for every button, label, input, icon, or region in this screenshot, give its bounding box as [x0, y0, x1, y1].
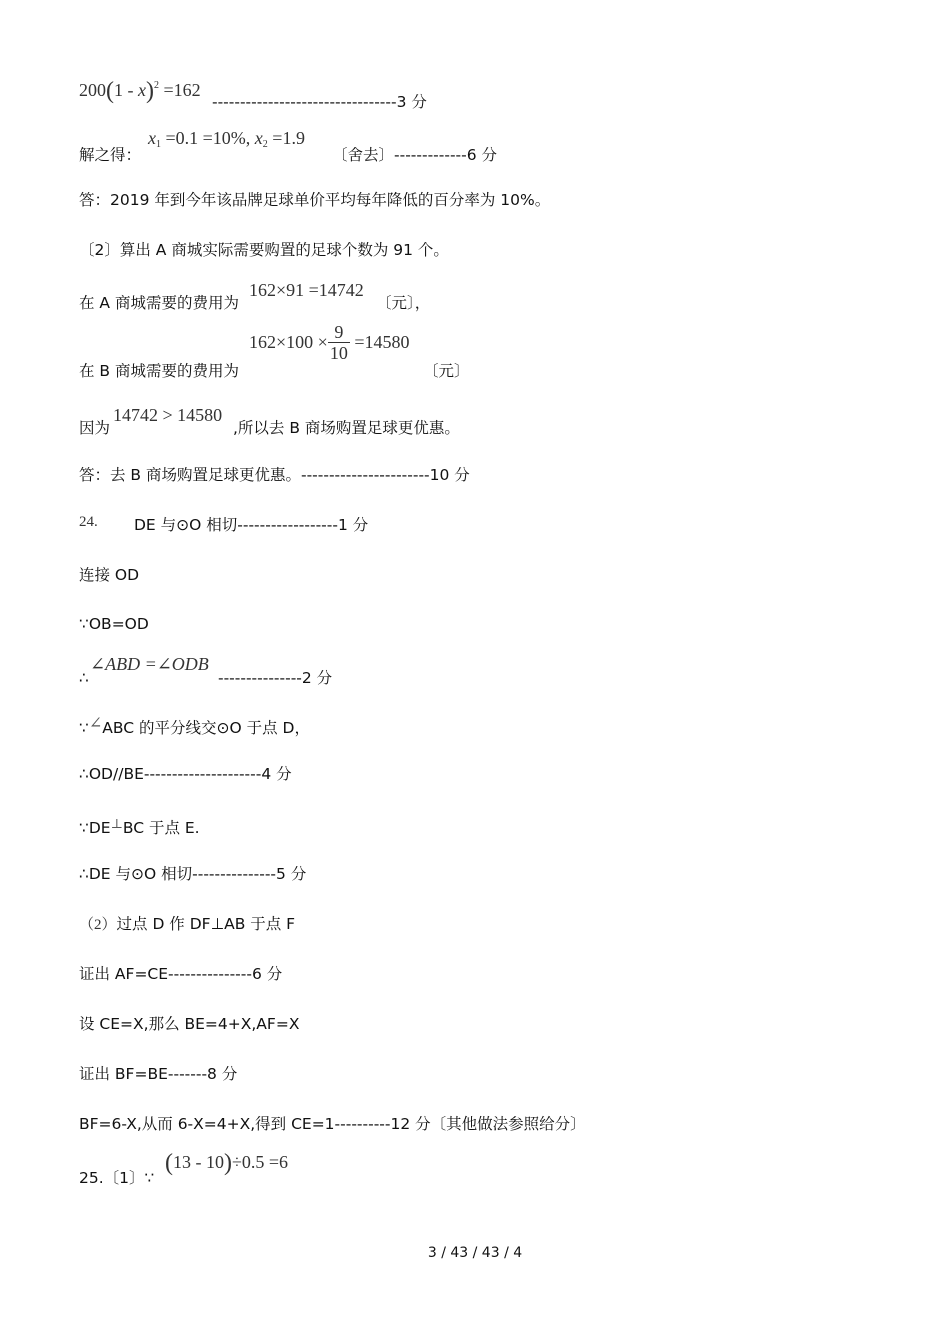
question-25-prefix: 25.〔1〕∵: [79, 1169, 155, 1187]
q24-proof-4: BF=6-X,从而 6-X=4+X,得到 CE=1----------12 分〔其他做法参照给分〕: [79, 1115, 586, 1133]
angle-equation: ∠ABD =∠ODB: [90, 654, 209, 674]
q24-part-2: （2）过点 D 作 DF⊥AB 于点 F: [79, 915, 296, 933]
cost-b-prefix: 在 B 商城需要的费用为: [79, 362, 239, 380]
q24-step-5: ∵DE⊥BC 于点 E.: [79, 816, 200, 837]
fraction-9-10: $\frac{9}{10}$: [329, 322, 348, 363]
q24-step-3: ∵∠ABC 的平分线交⊙O 于点 D，: [79, 715, 310, 737]
cost-a-prefix: 在 A 商城需要的费用为: [79, 294, 239, 312]
cost-a-unit: 〔元〕，: [376, 294, 431, 312]
cost-a-equation: 162×91 =14742: [249, 280, 364, 300]
q24-step-4: ∴OD//BE---------------------4 分: [79, 765, 292, 783]
q24-connect: 连接 OD: [79, 566, 140, 584]
q24-conclusion: ∴DE 与⊙O 相切---------------5 分: [79, 865, 307, 883]
cost-b-unit: 〔元〕: [423, 362, 470, 380]
answer-2: 答：去 B 商场购置足球更优惠。-----------------------10 分: [79, 466, 470, 484]
score-mark-3: ---------------------------------3 分: [212, 93, 427, 111]
equation-line-1: [79, 76, 201, 104]
q25-equation: (13 - 10)÷0.5 =6: [165, 1150, 289, 1176]
solution-prefix: 解之得：: [79, 146, 142, 164]
answer-1: 答：2019 年到今年该品牌足球单价平均每年降低的百分率为 10%。: [79, 191, 551, 209]
part-2-intro: 〔2〕算出 A 商城实际需要购置的足球个数为 91 个。: [79, 241, 449, 259]
solution-equation: $x_1 =0.1 =10\%$, $x_2 =1.9$: [148, 128, 305, 150]
q24-proof-3: 证出 BF=BE-------8 分: [79, 1065, 238, 1083]
solution-note: 〔舍去〕-------------6 分: [332, 146, 498, 164]
score-mark-2: ---------------2 分: [218, 669, 333, 687]
cost-b-equation: 162×100 × $\frac{9}{10}$ =14580: [249, 322, 410, 363]
because-conclusion: ,所以去 B 商场购置足球更优惠。: [233, 419, 460, 437]
equation-200-paren: 200(1 - x)$^2$ =162: [79, 78, 201, 104]
q24-step-1: ∵OB=OD: [79, 615, 149, 633]
q24-statement: DE 与⊙O 相切------------------1 分: [134, 516, 369, 534]
question-24-number: 24.: [79, 514, 98, 530]
because-prefix: 因为: [79, 419, 111, 437]
page-number: 3 / 43 / 43 / 4: [427, 1245, 523, 1261]
q24-proof-2: 设 CE=X,那么 BE=4+X,AF=X: [79, 1015, 300, 1033]
therefore-symbol: ∴: [79, 669, 89, 687]
comparison-equation: 14742 > 14580: [113, 405, 223, 425]
q24-proof-1: 证出 AF=CE---------------6 分: [79, 965, 283, 983]
